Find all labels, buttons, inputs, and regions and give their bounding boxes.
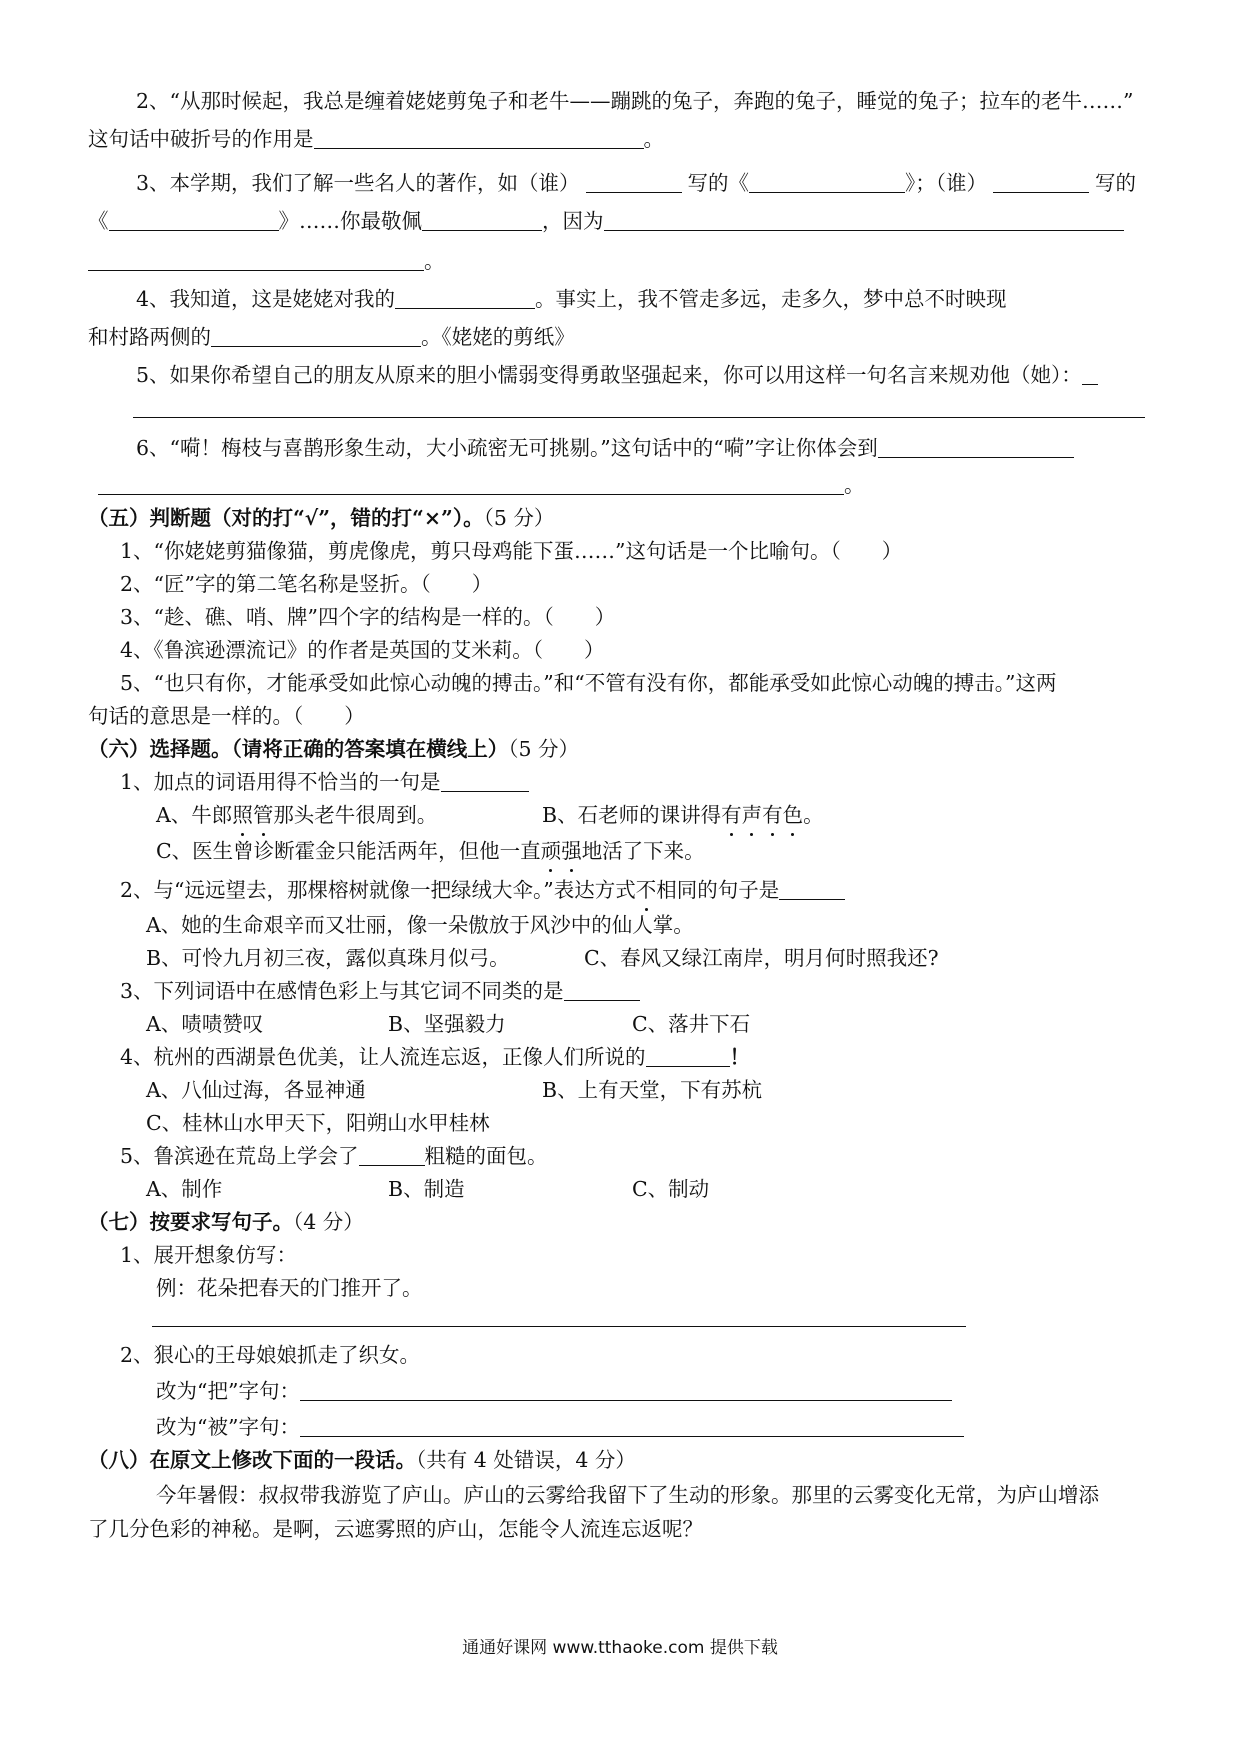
choice-q4-prompt: 4、杭州的西湖景色优美，让人流连忘返，正像人们所说的	[120, 1045, 646, 1069]
option-text: B、石老师的课讲得	[542, 803, 722, 827]
answer-blank[interactable]	[359, 1143, 425, 1166]
choice-q2-prompt-end: 相同的句子是	[656, 878, 780, 902]
choice-title: （六）选择题。（请将正确的答案填在横线上）	[88, 737, 509, 761]
sentence-q2-ba-label: 改为“把”字句：	[156, 1379, 300, 1403]
choice-q1-option-c	[156, 838, 705, 864]
answer-blank[interactable]	[646, 1044, 730, 1067]
sentence-q2: 2、狠心的王母娘娘抓走了织女。	[120, 1343, 421, 1367]
fill-q2-line2	[88, 126, 664, 152]
choice-q3-prompt: 3、下列词语中在感情色彩上与其它词不同类的是	[120, 979, 564, 1003]
option-text: 那头老牛很周到。	[273, 803, 438, 827]
choice-q2-prompt: 2、与“远远望去，那棵榕树就像一把绿绒大伞。”表达方式	[120, 878, 636, 902]
fill-q3-prompt: 3、本学期，我们了解一些名人的著作，如（谁）	[136, 171, 580, 195]
answer-blank-cont[interactable]	[98, 472, 844, 495]
choice-q1-option-b	[542, 802, 824, 828]
fill-q6-end: 。	[844, 473, 865, 497]
fill-q6-prompt: 6、“嗬！梅枝与喜鹊形象生动，大小疏密无可挑剔。”这句话中的“嗬”字让你体会到	[136, 436, 878, 460]
option-text: C、医生曾诊断霍金只能活两年，但他一直	[156, 839, 541, 863]
fill-q3-wrote-1: 写的	[687, 171, 729, 195]
choice-q3-option-c: C、落井下石	[632, 1012, 751, 1036]
choice-q5-option-b: B、制造	[388, 1177, 465, 1201]
choice-q4-option-c: C、桂林山水甲天下，阳朔山水甲桂林	[146, 1111, 490, 1135]
fill-q3-line1	[136, 170, 1136, 196]
choice-q2-option-c: C、春风又绿江南岸，明月何时照我还?	[584, 946, 939, 970]
book-blank-2[interactable]	[109, 208, 279, 231]
fill-q2-line1: 2、“从那时候起，我总是缠着姥姥剪兔子和老牛——蹦跳的兔子，奔跑的兔子，睡觉的兔子；拉车的老牛……”	[136, 89, 1134, 113]
fill-q4-cont: 。事实上，我不管走多远，走多久，梦中总不时映现	[535, 287, 1007, 311]
answer-blank[interactable]	[300, 1414, 964, 1437]
sentence-q2-bei-label: 改为“被”字句：	[156, 1415, 300, 1439]
sentence-q1-example: 例：花朵把春天的门推开了。	[156, 1276, 423, 1300]
sentence-title: （七）按要求写句子。	[88, 1210, 293, 1234]
judge-item: 1、“你姥姥剪猫像猫，剪虎像虎，剪只母鸡能下蛋……”这句话是一个比喻句。（ ）	[120, 539, 903, 563]
choice-q3	[120, 978, 640, 1004]
choice-q5-option-a: A、制作	[146, 1177, 223, 1201]
fill-q3-end: 。	[424, 249, 445, 273]
fill-q4-road: 和村路两侧的	[88, 325, 211, 349]
fill-q2-prompt: 这句话中破折号的作用是	[88, 127, 314, 151]
choice-q5-prompt-end: 粗糙的面包。	[424, 1144, 548, 1168]
fill-q3-because: ，因为	[542, 209, 604, 233]
author-blank-2[interactable]	[993, 170, 1089, 193]
answer-blank[interactable]	[779, 877, 845, 900]
judge-item: 4、《鲁滨逊漂流记》的作者是英国的艾米莉。（ ）	[120, 638, 605, 662]
judge-item: 3、“趁、礁、哨、牌”四个字的结构是一样的。（ ）	[120, 605, 616, 629]
fill-q4-source: 。《姥姥的剪纸》	[421, 325, 575, 349]
dotted-word: 不	[635, 878, 657, 902]
answer-blank[interactable]	[395, 286, 535, 309]
fill-q6-line1	[136, 435, 1074, 461]
choice-q4-option-a: A、八仙过海，各显神通	[146, 1078, 366, 1102]
answer-blank[interactable]	[441, 769, 529, 792]
book-open-1: 《	[728, 171, 750, 195]
choice-q2	[120, 877, 845, 903]
fill-q3-admire: 》……你最敬佩	[278, 209, 422, 233]
fill-q2-end: 。	[643, 127, 664, 151]
choice-score: （5 分）	[508, 737, 580, 761]
choice-q3-option-b: B、坚强毅力	[388, 1012, 506, 1036]
book-blank-1[interactable]	[749, 170, 905, 193]
answer-line[interactable]	[152, 1326, 966, 1327]
edit-passage-line2: 了几分色彩的神秘。是啊，云遮雾照的庐山，怎能令人流连忘返呢？	[88, 1517, 703, 1541]
dotted-word: 照管	[232, 803, 274, 827]
judge-section-heading	[88, 505, 554, 531]
judge-title: （五）判断题（对的打“√”，错的打“×”）。	[88, 506, 484, 530]
answer-line[interactable]	[133, 417, 1145, 418]
reason-blank-cont[interactable]	[88, 248, 424, 271]
book-open-2: 《	[88, 209, 109, 233]
judge-score: （5 分）	[483, 506, 555, 530]
admire-blank[interactable]	[422, 208, 542, 231]
option-text: 地活了下来。	[581, 839, 705, 863]
fill-q5-line1	[136, 362, 1098, 388]
dotted-word: 顽强	[540, 839, 582, 863]
sentence-q2-ba	[156, 1378, 952, 1404]
fill-q4-prompt: 4、我知道，这是姥姥对我的	[136, 287, 396, 311]
choice-section-heading	[88, 736, 579, 762]
author-blank-1[interactable]	[586, 170, 682, 193]
book-close-1: 》；（谁）	[905, 171, 988, 195]
choice-q2-option-b: B、可怜九月初三夜，露似真珠月似弓。	[146, 946, 510, 970]
choice-q1	[120, 769, 529, 795]
fill-q3-line3	[88, 248, 445, 274]
answer-blank[interactable]	[878, 435, 1074, 458]
option-text: A、牛郎	[156, 803, 233, 827]
choice-q5	[120, 1143, 548, 1169]
edit-passage-line1: 今年暑假：叔叔带我游览了庐山。庐山的云雾给我留下了生动的形象。那里的云雾变化无常，为庐山增添	[156, 1483, 1099, 1507]
sentence-section-heading	[88, 1209, 364, 1235]
fill-q3-wrote-2: 写的	[1095, 171, 1137, 195]
fill-q6-line2	[98, 472, 865, 498]
fill-q3-line2	[88, 208, 1124, 234]
choice-q5-option-c: C、制动	[632, 1177, 710, 1201]
answer-blank[interactable]	[1082, 362, 1098, 385]
sentence-score: （4 分）	[293, 1210, 364, 1234]
sentence-q1: 1、展开想象仿写：	[120, 1243, 298, 1267]
fill-q4-line1	[136, 286, 1007, 312]
sentence-q2-bei	[156, 1414, 964, 1440]
dotted-word: 有声有色	[721, 803, 804, 827]
answer-blank[interactable]	[211, 324, 421, 347]
choice-q1-option-a	[156, 802, 437, 828]
reason-blank[interactable]	[604, 208, 1124, 231]
choice-q1-prompt: 1、加点的词语用得不恰当的一句是	[120, 770, 441, 794]
choice-q3-option-a: A、啧啧赞叹	[146, 1012, 264, 1036]
edit-section-heading	[88, 1447, 636, 1473]
edit-title: （八）在原文上修改下面的一段话。	[88, 1448, 416, 1472]
choice-q2-option-a: A、她的生命艰辛而又壮丽，像一朵傲放于风沙中的仙人掌。	[146, 913, 694, 937]
judge-item: 5、“也只有你，才能承受如此惊心动魄的搏击。”和“不管有没有你，都能承受如此惊心动魄的搏击。”这两	[120, 671, 1057, 695]
choice-q5-prompt: 5、鲁滨逊在荒岛上学会了	[120, 1144, 359, 1168]
choice-q4	[120, 1044, 750, 1070]
answer-blank[interactable]	[314, 126, 644, 149]
option-text: 。	[803, 803, 824, 827]
answer-blank[interactable]	[300, 1378, 952, 1401]
fill-q4-line2	[88, 324, 575, 350]
page-footer: 通通好课网 www.tthaoke.com 提供下载	[462, 1638, 778, 1658]
choice-q4-option-b: B、上有天堂，下有苏杭	[542, 1078, 763, 1102]
choice-q4-end: ！	[729, 1045, 751, 1069]
judge-item: 句话的意思是一样的。（ ）	[88, 704, 365, 728]
edit-score: （共有 4 处错误，4 分）	[416, 1448, 636, 1472]
answer-blank[interactable]	[564, 978, 640, 1001]
judge-item: 2、“匠”字的第二笔名称是竖折。（ ）	[120, 572, 493, 596]
fill-q5-prompt: 5、如果你希望自己的朋友从原来的胆小懦弱变得勇敢坚强起来，你可以用这样一句名言来规劝他（她）：	[136, 363, 1082, 387]
